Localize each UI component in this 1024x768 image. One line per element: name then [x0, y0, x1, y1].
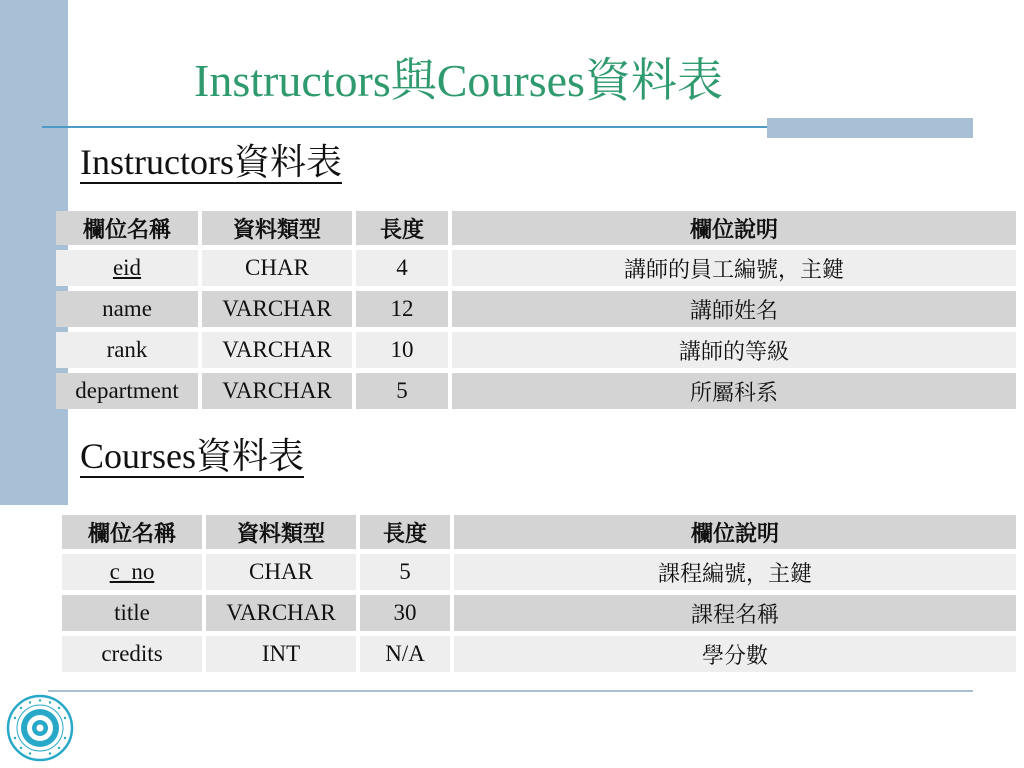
table-row [56, 373, 1016, 409]
field-name-cell: eid [56, 250, 198, 286]
length-cell: N/A [360, 636, 450, 672]
courses-heading: Courses資料表 [80, 436, 304, 476]
field-name-cell: name [56, 291, 198, 327]
field-name-cell: department [56, 373, 198, 409]
data-type-cell: CHAR [206, 554, 356, 590]
table-header-row [56, 211, 1016, 245]
field-name-cell: credits [62, 636, 202, 672]
instructors-heading: Instructors資料表 [80, 142, 342, 182]
courses-table [58, 510, 1020, 677]
column-header-field-name: 欄位名稱 [56, 211, 198, 245]
column-header-length: 長度 [360, 515, 450, 549]
column-header-field-name: 欄位名稱 [62, 515, 202, 549]
table-row [62, 595, 1016, 631]
length-cell: 4 [356, 250, 448, 286]
table-row [62, 636, 1016, 672]
table-row [56, 291, 1016, 327]
table-row [62, 554, 1016, 590]
description-cell: 課程編號，主鍵 [454, 554, 1016, 590]
data-type-cell: INT [206, 636, 356, 672]
instructors-table [52, 206, 1020, 414]
table-row [56, 332, 1016, 368]
length-cell: 5 [356, 373, 448, 409]
data-type-cell: VARCHAR [206, 595, 356, 631]
data-type-cell: VARCHAR [202, 291, 352, 327]
description-cell: 講師的員工編號，主鍵 [452, 250, 1016, 286]
table-header-row [62, 515, 1016, 549]
data-type-cell: VARCHAR [202, 332, 352, 368]
column-header-description: 欄位說明 [454, 515, 1016, 549]
length-cell: 10 [356, 332, 448, 368]
field-name-cell: rank [56, 332, 198, 368]
title-divider-accent [767, 118, 973, 138]
slide-title: Instructors與Courses資料表 [194, 55, 723, 106]
data-type-cell: CHAR [202, 250, 352, 286]
table-row [56, 250, 1016, 286]
column-header-data-type: 資料類型 [202, 211, 352, 245]
data-type-cell: VARCHAR [202, 373, 352, 409]
length-cell: 30 [360, 595, 450, 631]
field-name-cell: c_no [62, 554, 202, 590]
field-name-cell: title [62, 595, 202, 631]
column-header-length: 長度 [356, 211, 448, 245]
description-cell: 課程名稱 [454, 595, 1016, 631]
column-header-description: 欄位說明 [452, 211, 1016, 245]
length-cell: 5 [360, 554, 450, 590]
description-cell: 講師的等級 [452, 332, 1016, 368]
description-cell: 學分數 [454, 636, 1016, 672]
footer-divider [48, 690, 973, 692]
university-seal-icon [6, 694, 74, 762]
length-cell: 12 [356, 291, 448, 327]
column-header-data-type: 資料類型 [206, 515, 356, 549]
description-cell: 所屬科系 [452, 373, 1016, 409]
description-cell: 講師姓名 [452, 291, 1016, 327]
